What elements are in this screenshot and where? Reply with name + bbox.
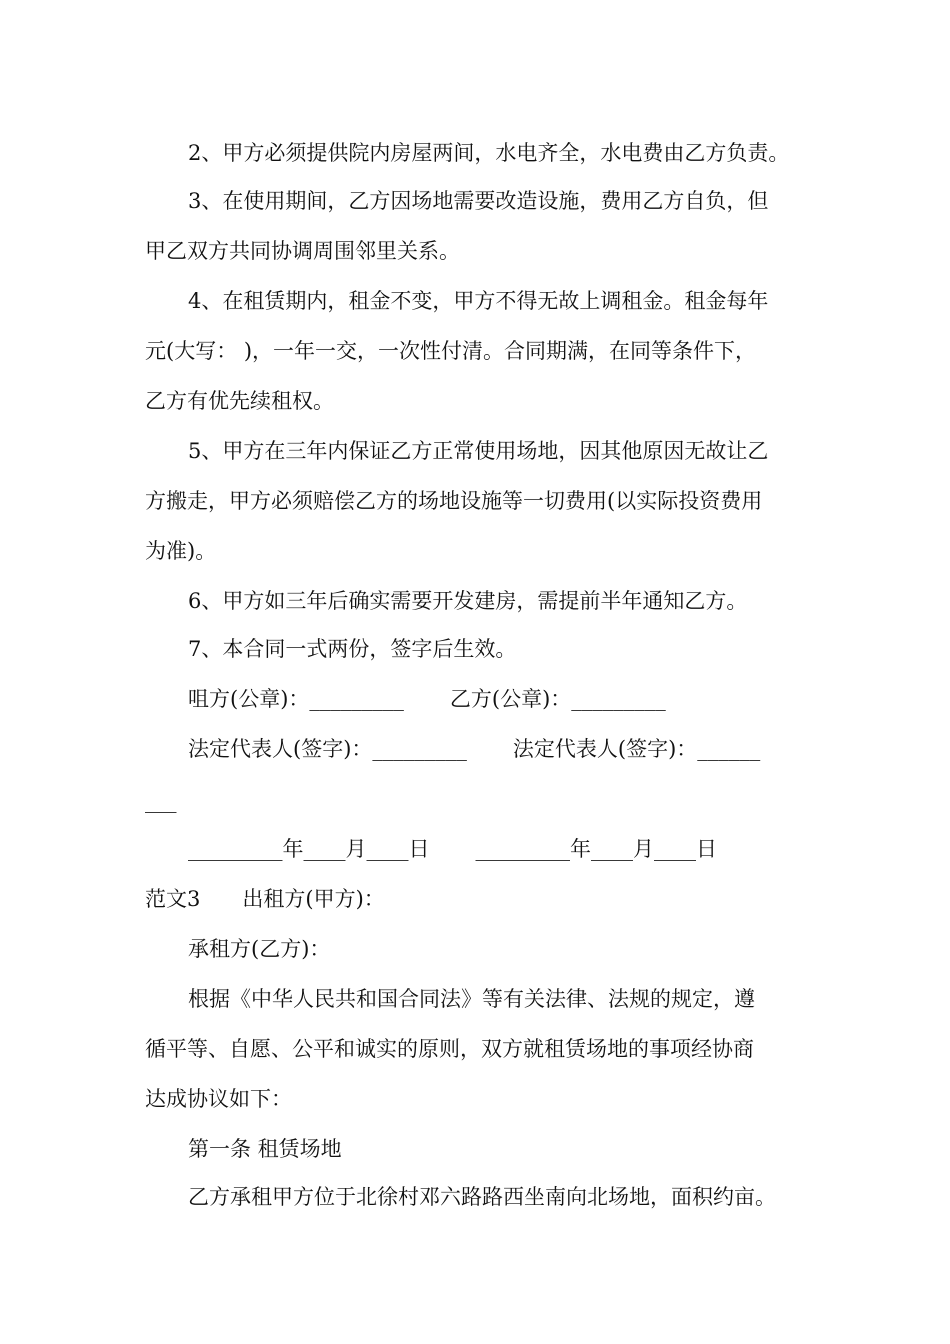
article-1-title: 第一条 租赁场地 <box>188 1137 342 1161</box>
party-seal-row <box>188 684 666 714</box>
party-b-seal: 乙方(公章)：_________ <box>449 687 666 711</box>
clause-4-line-3: 乙方有优先续租权。 <box>145 389 334 413</box>
lessor-label: 出租方(甲方)： <box>242 887 385 911</box>
party-a-seal: 咀方(公章)：_________ <box>188 687 404 711</box>
intro-line-3: 达成协议如下： <box>145 1087 292 1111</box>
intro-line-2: 循平等、自愿、公平和诚实的原则，双方就租赁场地的事项经协商 <box>145 1037 754 1061</box>
intro-line-1: 根据《中华人民共和国合同法》等有关法律、法规的规定，遵 <box>188 987 755 1011</box>
clause-6: 6、甲方如三年后确实需要开发建房，需提前半年通知乙方。 <box>188 589 748 613</box>
clause-3-line-2: 甲乙双方共同协调周围邻里关系。 <box>145 239 460 263</box>
clause-5-line-3: 为准)。 <box>145 539 217 563</box>
clause-7: 7、本合同一式两份，签字后生效。 <box>188 637 517 661</box>
representative-line-continuation: ___ <box>145 789 177 813</box>
clause-2: 2、甲方必须提供院内房屋两间，水电齐全，水电费由乙方负责。 <box>188 141 790 165</box>
clause-5-line-1: 5、甲方在三年内保证乙方正常使用场地，因其他原因无故让乙 <box>188 439 769 463</box>
party-b-date: _________年____月____日 <box>475 837 717 861</box>
party-a-representative: 法定代表人(签字)：_________ <box>188 737 467 761</box>
sample-3-heading: 范文3 <box>145 887 201 911</box>
date-row <box>188 834 717 864</box>
representative-row <box>188 734 760 764</box>
clause-4-line-2: 元(大写： )，一年一交，一次性付清。合同期满，在同等条件下， <box>145 339 757 363</box>
article-1-text: 乙方承租甲方位于北徐村邓六路路西坐南向北场地，面积约亩。 <box>188 1185 776 1209</box>
clause-5-line-2: 方搬走，甲方必须赔偿乙方的场地设施等一切费用(以实际投资费用 <box>145 489 763 513</box>
clause-4-line-1: 4、在租赁期内，租金不变，甲方不得无故上调租金。租金每年 <box>188 289 769 313</box>
lessee-label: 承租方(乙方)： <box>188 937 331 961</box>
clause-3-line-1: 3、在使用期间，乙方因场地需要改造设施，费用乙方自负，但 <box>188 189 769 213</box>
party-b-representative: 法定代表人(签字)：______ <box>512 737 761 761</box>
party-a-date: _________年____月____日 <box>188 837 430 861</box>
sample-3-heading-row <box>145 884 385 914</box>
